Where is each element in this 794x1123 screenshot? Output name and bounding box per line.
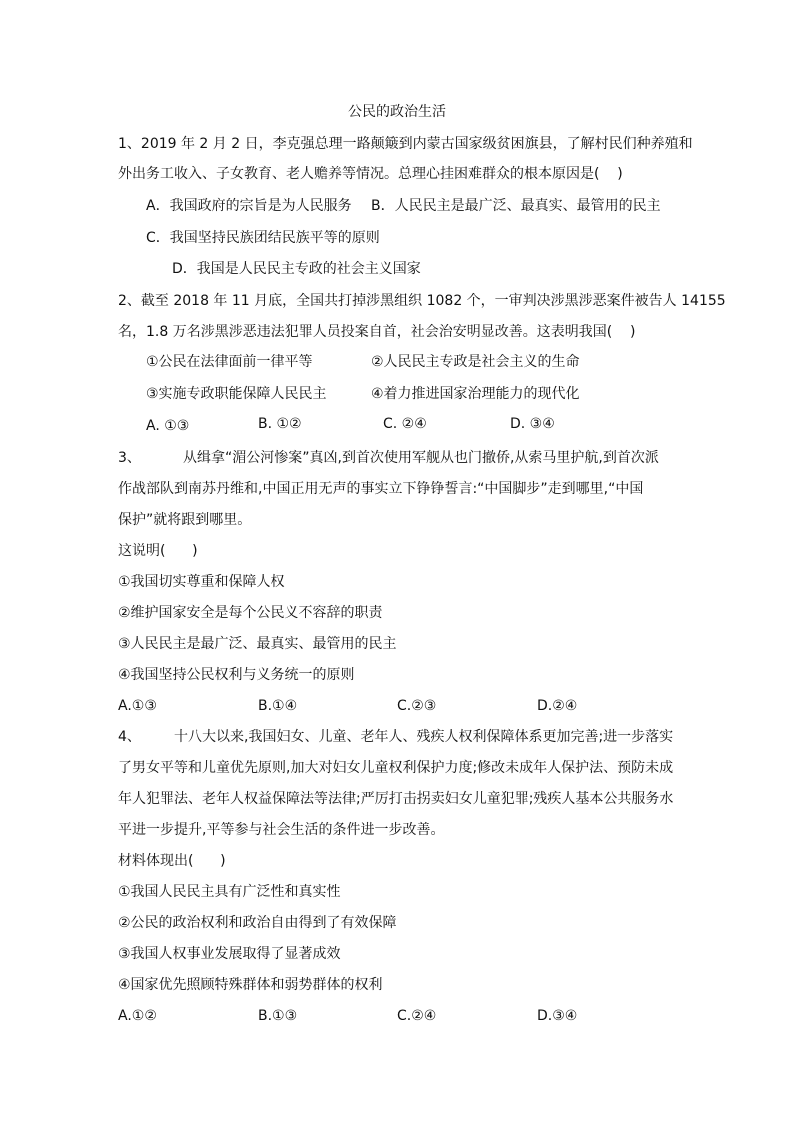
page-title: 公民的政治生活 bbox=[348, 104, 446, 120]
q3-statement-4: ④我国坚持公民权利与义务统一的原则 bbox=[118, 667, 355, 683]
q2-line-2: 名，1.8 万名涉黑涉恶违法犯罪人员投案自首，社会治安明显改善。这表明我国( ) bbox=[118, 324, 636, 340]
q1-option-c: C．我国坚持民族团结民族平等的原则 bbox=[146, 230, 380, 246]
q4-line-1: 十八大以来,我国妇女、儿童、老年人、残疾人权利保障体系更加完善;进一步落实 bbox=[174, 729, 674, 745]
q1-option-d: D．我国是人民民主专政的社会主义国家 bbox=[172, 261, 421, 277]
q3-line-1: 从缉拿“湄公河惨案”真凶,到首次使用军舰从也门撤侨,从索马里护航,到首次派 bbox=[183, 450, 659, 466]
q3-option-c: C.②③ bbox=[397, 698, 437, 714]
q2-line-1: 2、截至 2018 年 11 月底，全国共打掉涉黑组织 1082 个，一审判决涉黑涉恶案件被告人 14155 bbox=[118, 293, 726, 309]
q4-option-b: B.①③ bbox=[258, 1008, 298, 1024]
q2-option-d: D. ③④ bbox=[510, 416, 555, 432]
q4-stem: 材料体现出( ) bbox=[118, 853, 226, 869]
q3-statement-2: ②维护国家安全是每个公民义不容辞的职责 bbox=[118, 605, 383, 621]
q4-line-3: 年人犯罪法、老年人权益保障法等法律;严厉打击拐卖妇女儿童犯罪;残疾人基本公共服务水 bbox=[118, 791, 674, 807]
q3-option-b: B.①④ bbox=[258, 698, 298, 714]
q4-statement-3: ③我国人权事业发展取得了显著成效 bbox=[118, 946, 341, 962]
q4-number: 4、 bbox=[118, 729, 141, 745]
q3-line-2: 作战部队到南苏丹维和,中国正用无声的事实立下铮铮誓言:“中国脚步”走到哪里,“中国 bbox=[118, 481, 644, 497]
q1-option-a: A．我国政府的宗旨是为人民服务 bbox=[146, 198, 352, 214]
q1-line-2: 外出务工收入、子女教育、老人赡养等情况。总理心挂困难群众的根本原因是( ) bbox=[118, 166, 623, 182]
q3-statement-1: ①我国切实尊重和保障人权 bbox=[118, 574, 285, 590]
q4-statement-2: ②公民的政治权利和政治自由得到了有效保障 bbox=[118, 915, 397, 931]
q4-option-a: A.①② bbox=[118, 1008, 157, 1024]
q3-line-3: 保护”就将跟到哪里。 bbox=[118, 512, 252, 528]
q2-statement-4: ④着力推进国家治理能力的现代化 bbox=[371, 386, 580, 402]
q3-option-a: A.①③ bbox=[118, 698, 157, 714]
q1-option-b: B．人民民主是最广泛、最真实、最管用的民主 bbox=[371, 198, 661, 214]
q2-statement-1: ①公民在法律面前一律平等 bbox=[146, 354, 313, 370]
q3-option-d: D.②④ bbox=[537, 698, 578, 714]
q3-stem: 这说明( ) bbox=[118, 543, 198, 559]
q2-statement-3: ③实施专政职能保障人民民主 bbox=[146, 386, 327, 402]
q4-statement-4: ④国家优先照顾特殊群体和弱势群体的权利 bbox=[118, 977, 383, 993]
q4-statement-1: ①我国人民民主具有广泛性和真实性 bbox=[118, 884, 341, 900]
q4-option-d: D.③④ bbox=[537, 1008, 578, 1024]
q3-statement-3: ③人民民主是最广泛、最真实、最管用的民主 bbox=[118, 636, 397, 652]
q3-number: 3、 bbox=[118, 450, 141, 466]
q2-option-b: B. ①② bbox=[258, 416, 302, 432]
q2-option-a: A. ①③ bbox=[146, 418, 190, 434]
q1-line-1: 1、2019 年 2 月 2 日，李克强总理一路颠簸到内蒙古国家级贫困旗县，了解村民们种养殖和 bbox=[118, 136, 693, 152]
q4-line-4: 平进一步提升,平等参与社会生活的条件进一步改善。 bbox=[118, 822, 445, 838]
q2-option-c: C. ②④ bbox=[383, 416, 427, 432]
q4-option-c: C.②④ bbox=[397, 1008, 437, 1024]
q4-line-2: 了男女平等和儿童优先原则,加大对妇女儿童权利保护力度;修改未成年人保护法、预防未成 bbox=[118, 760, 674, 776]
q2-statement-2: ②人民民主专政是社会主义的生命 bbox=[371, 354, 580, 370]
